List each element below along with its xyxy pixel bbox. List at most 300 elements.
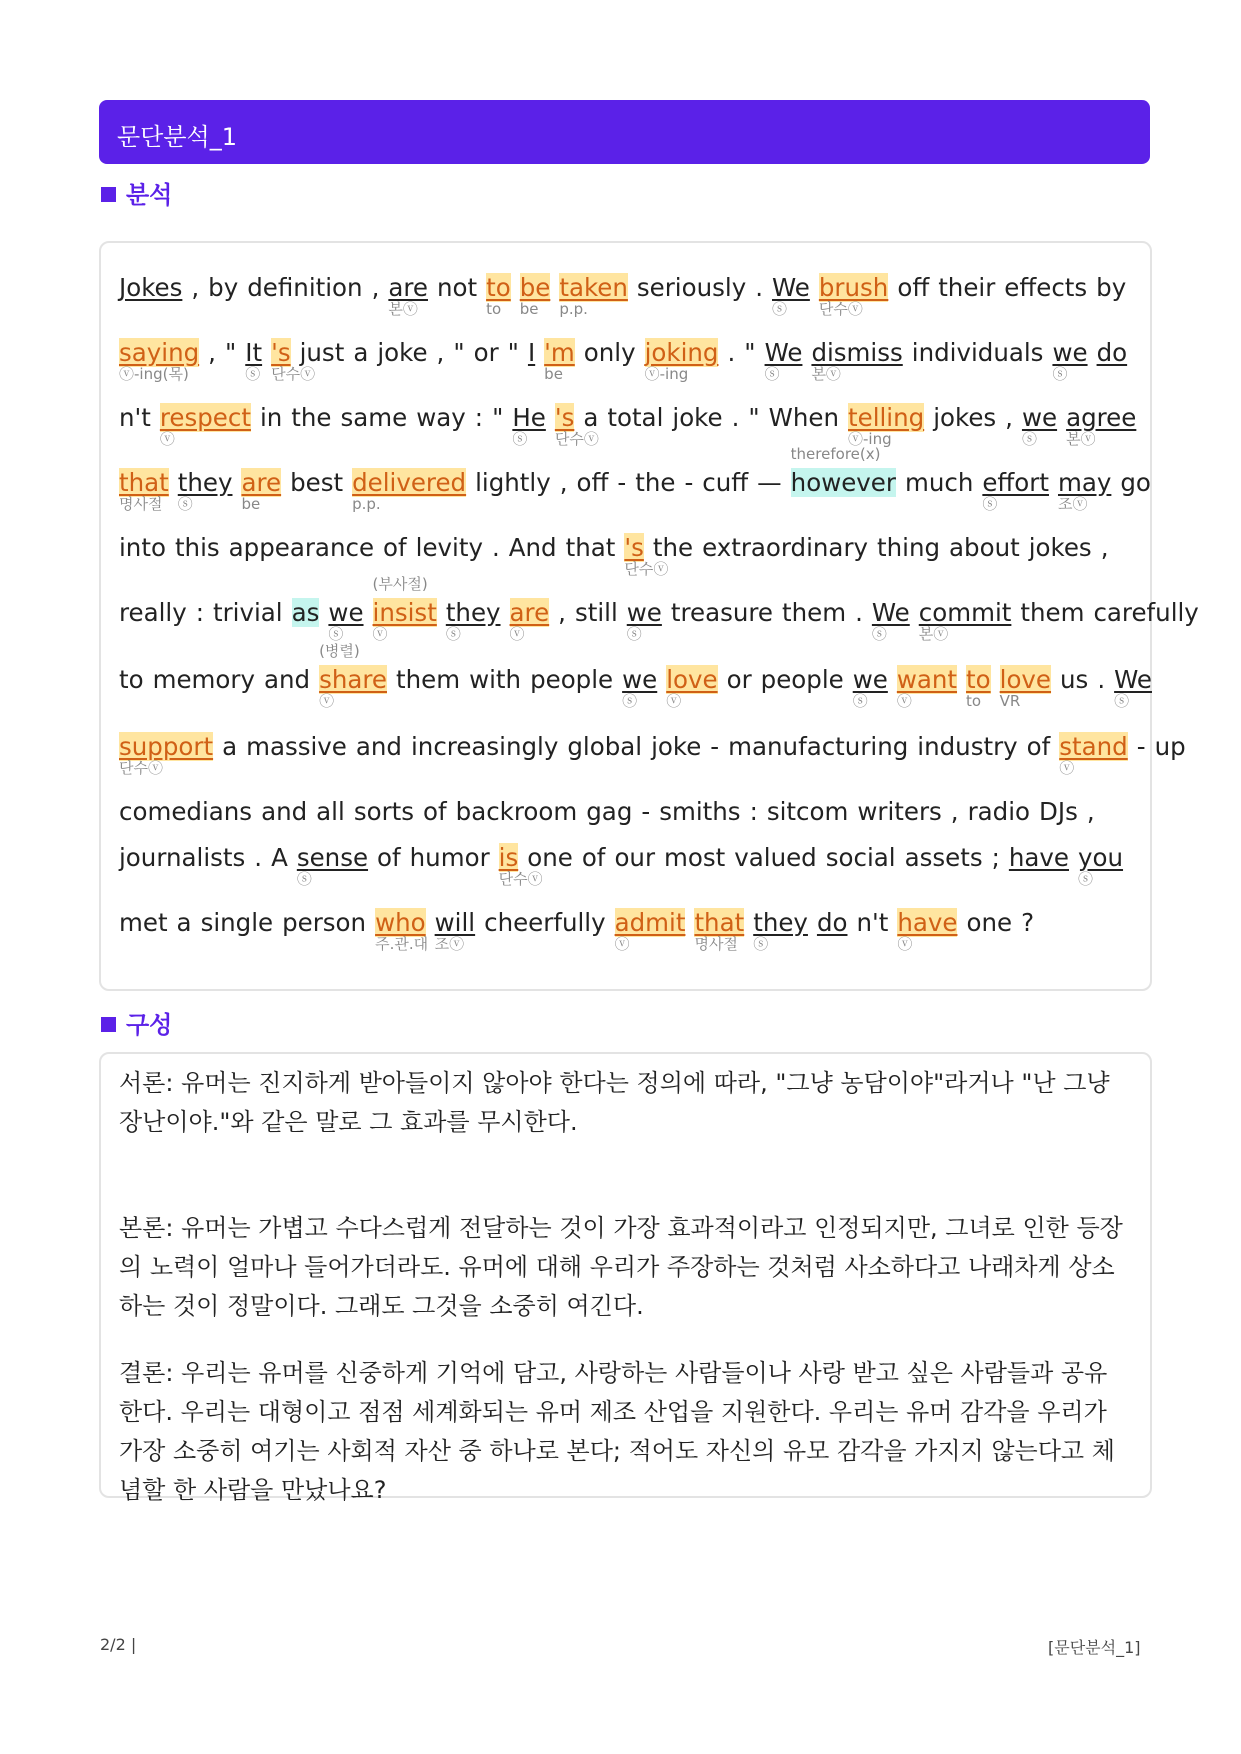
- word-text: into: [119, 533, 166, 562]
- word-text: :: [474, 403, 484, 432]
- analysis-word: [177, 468, 233, 513]
- structure-conclusion: 결론: 우리는 유머를 신중하게 기억에 담고, 사랑하는 사람들이나 사랑 받고 싶은 사람들과 공유한다. 우리는 대형이고 점점 세계화되는 유머 제조 산업을 지원한다. 우리는 유머 감각을 우리가 가장 소중히 여기는 사회적 자산 중 하나로 본다; 적어도 자신의 유모 감각을 가지지 않는다고 체념할 한 사람을 만났나요?: [119, 1359, 1115, 1504]
- analysis-word: [474, 338, 499, 368]
- analysis-word: [622, 665, 658, 710]
- square-bullet-icon: [101, 1017, 116, 1032]
- word-text: ,: [1005, 403, 1013, 432]
- page-number: 2/2 |: [100, 1635, 137, 1654]
- analysis-word: [498, 843, 543, 888]
- grammar-label: ⓢ: [1078, 870, 1094, 888]
- analysis-word: [1093, 598, 1198, 628]
- analysis-word: [352, 468, 467, 513]
- word-text: delivered: [352, 468, 467, 497]
- analysis-word: [246, 732, 347, 762]
- word-text: We: [1114, 665, 1152, 694]
- analysis-word: [968, 797, 1030, 827]
- word-text: we: [622, 665, 658, 694]
- word-text: joke: [651, 732, 702, 761]
- analysis-word: [153, 665, 255, 695]
- word-text: ": [492, 403, 504, 432]
- word-text: ,: [1086, 797, 1095, 826]
- analysis-word: [918, 598, 1012, 643]
- grammar-label: ⓥ: [372, 625, 388, 643]
- word-text: person: [282, 908, 367, 937]
- analysis-word: [445, 598, 501, 643]
- word-text: seriously: [636, 273, 747, 302]
- word-text: go: [1120, 468, 1151, 497]
- word-text: we: [1052, 338, 1088, 367]
- analysis-word: [528, 338, 535, 368]
- analysis-word: [208, 338, 216, 368]
- grammar-label: ⓥ: [897, 935, 913, 953]
- word-text: effects: [1004, 273, 1088, 302]
- word-text: -: [684, 468, 694, 497]
- analysis-word: [694, 908, 745, 953]
- analysis-word: [475, 403, 483, 433]
- analysis-word: [641, 797, 650, 827]
- word-text: ,: [558, 598, 566, 627]
- word-text: or: [473, 338, 499, 367]
- word-text: as: [291, 598, 320, 627]
- word-text: DJs: [1039, 797, 1078, 826]
- word-text: we: [852, 665, 888, 694]
- analysis-word: [1078, 843, 1124, 888]
- word-text: journalists: [119, 843, 246, 872]
- word-text: their: [938, 273, 996, 302]
- analysis-word: [388, 273, 428, 318]
- analysis-word: [254, 843, 262, 873]
- word-text: levity: [415, 533, 483, 562]
- word-text: joking: [644, 338, 719, 367]
- analysis-word: [475, 468, 551, 498]
- word-text: up: [1154, 732, 1186, 761]
- word-text: be: [519, 273, 551, 302]
- analysis-word: [264, 665, 310, 695]
- analysis-word: [852, 665, 888, 710]
- analysis-word: [229, 533, 374, 563]
- analysis-word: [912, 338, 1044, 368]
- analysis-word: [938, 273, 995, 303]
- word-text: really: [119, 598, 187, 627]
- word-text: joke: [377, 338, 428, 367]
- word-text: ,: [191, 273, 200, 302]
- analysis-word: [772, 273, 810, 318]
- word-text: industry: [917, 732, 1018, 761]
- word-text: and: [263, 665, 311, 694]
- structure-heading-label: 구성: [126, 1011, 173, 1039]
- word-text: increasingly: [410, 732, 559, 761]
- word-text: support: [119, 732, 214, 761]
- analysis-word: [702, 468, 748, 498]
- word-text: they: [445, 598, 501, 627]
- analysis-word: [1009, 843, 1069, 873]
- analysis-line: [119, 273, 1135, 318]
- word-text: agree: [1066, 403, 1137, 432]
- analysis-word: [213, 598, 283, 628]
- word-text: have: [897, 908, 958, 937]
- grammar-label: be: [241, 495, 261, 513]
- analysis-word: [1021, 403, 1058, 448]
- word-text: share: [319, 665, 387, 694]
- grammar-label: ⓢ: [626, 625, 642, 643]
- word-text: brush: [818, 273, 889, 302]
- word-text: still: [574, 598, 618, 627]
- grammar-label: ⓥ: [509, 625, 525, 643]
- grammar-label: p.p.: [352, 495, 381, 513]
- analysis-word: [508, 338, 519, 368]
- analysis-word: [1020, 598, 1084, 628]
- analysis-word: [750, 797, 758, 827]
- word-text: telling: [848, 403, 925, 432]
- analysis-word: [375, 908, 429, 953]
- word-text: who: [375, 908, 426, 937]
- word-text: ,: [436, 338, 445, 367]
- word-text: you: [1078, 843, 1124, 872]
- word-text: one: [966, 908, 1013, 937]
- word-text: of: [581, 843, 606, 872]
- analysis-word: [456, 797, 578, 827]
- word-text: love: [666, 665, 718, 694]
- word-text: sorts: [353, 797, 415, 826]
- grammar-label: ⓢ: [245, 365, 261, 383]
- analysis-word: [848, 403, 925, 448]
- word-text: We: [764, 338, 803, 367]
- grammar-label: ⓥ: [159, 430, 175, 448]
- analysis-word: [666, 665, 718, 710]
- word-text: in: [259, 403, 283, 432]
- analysis-word: [282, 908, 366, 938]
- word-text: ": [453, 338, 465, 367]
- word-text: sitcom: [766, 797, 849, 826]
- analysis-word: [1029, 533, 1092, 563]
- grammar-label: to: [486, 300, 502, 318]
- footer-label: [문단분석_1]: [1048, 1638, 1141, 1657]
- analysis-word: [416, 533, 483, 563]
- word-text: ": [507, 338, 519, 367]
- word-text: insist: [372, 598, 437, 627]
- analysis-word: [857, 797, 941, 827]
- word-text: .: [491, 533, 500, 562]
- analysis-word: [999, 665, 1052, 710]
- word-text: stand: [1059, 732, 1128, 761]
- word-text: .: [254, 843, 263, 872]
- word-text: of: [383, 533, 407, 562]
- analysis-word: [296, 843, 369, 888]
- analysis-word: [1039, 797, 1078, 827]
- word-text: cheerfully: [484, 908, 606, 937]
- analysis-word: [811, 338, 903, 383]
- word-text: ,: [950, 797, 959, 826]
- word-text: of: [1026, 732, 1051, 761]
- word-text: extraordinary: [702, 533, 869, 562]
- word-text: met: [119, 908, 168, 937]
- word-text: ,: [208, 338, 216, 367]
- section-banner: [99, 100, 1150, 164]
- word-text: appearance: [228, 533, 375, 562]
- word-text: not: [436, 273, 478, 302]
- analysis-word: [966, 665, 991, 710]
- banner-title: 문단분석_1: [117, 123, 238, 151]
- word-text: valued: [734, 843, 817, 872]
- grammar-note: therefore(x): [790, 445, 881, 463]
- analysis-word: [1114, 665, 1152, 710]
- word-text: :: [195, 598, 204, 627]
- structure-body: 본론: 유머는 가볍고 수다스럽게 전달하는 것이 가장 효과적이라고 인정되지만, 그녀로 인한 등장의 노력이 얼마나 들어가더라도. 유머에 대해 우리가 주장하는 것처럼 사소하다고 나래차게 상소하는 것이 정말이다. 그래도 그것을 소중히 여긴다.: [119, 1214, 1123, 1320]
- word-text: Jokes: [119, 273, 183, 302]
- word-text: will: [434, 908, 476, 937]
- grammar-label: ⓢ: [753, 935, 769, 953]
- word-text: manufacturing: [728, 732, 909, 761]
- analysis-word: [728, 732, 908, 762]
- grammar-label: ⓥ: [614, 935, 630, 953]
- grammar-label: ⓢ: [1052, 365, 1068, 383]
- analysis-word: [260, 403, 282, 433]
- grammar-label: 단수ⓥ: [554, 430, 599, 448]
- word-text: backroom: [455, 797, 578, 826]
- analysis-word: [732, 403, 740, 433]
- analysis-word: [519, 273, 551, 318]
- word-text: .: [855, 598, 863, 627]
- analysis-word: [671, 598, 773, 628]
- analysis-word: [1097, 665, 1105, 695]
- word-text: off: [897, 273, 930, 302]
- word-text: trivial: [213, 598, 283, 627]
- analysis-word: [527, 843, 573, 873]
- analysis-box: [99, 241, 1199, 991]
- word-text: have: [1008, 843, 1069, 872]
- analysis-word: [247, 273, 362, 303]
- word-text: humor: [409, 843, 490, 872]
- grammar-label: 명사절: [119, 495, 163, 513]
- analysis-heading: [101, 175, 172, 210]
- analysis-word: [710, 732, 719, 762]
- grammar-note: (부사절): [372, 575, 428, 593]
- grammar-label: 본ⓥ: [811, 365, 841, 383]
- word-text: gag: [586, 797, 633, 826]
- analysis-word: [897, 908, 958, 953]
- analysis-word: [396, 665, 460, 695]
- word-text: social: [825, 843, 896, 872]
- grammar-label: ⓢ: [445, 625, 461, 643]
- word-text: radio: [967, 797, 1031, 826]
- word-text: —: [757, 468, 782, 497]
- analysis-word: [614, 908, 686, 953]
- analysis-word: [560, 468, 568, 498]
- word-text: a: [353, 338, 369, 367]
- word-text: 's: [271, 338, 291, 367]
- analysis-word: [119, 533, 166, 563]
- word-text: ,: [559, 468, 568, 497]
- analysis-word: [530, 665, 613, 695]
- analysis-word: [637, 273, 746, 303]
- analysis-word: [567, 732, 642, 762]
- analysis-word: [271, 843, 288, 873]
- analysis-word: [509, 598, 550, 643]
- grammar-label: 조ⓥ: [1057, 495, 1088, 513]
- word-text: love: [999, 665, 1052, 694]
- word-text: jokes: [933, 403, 997, 432]
- word-text: of: [377, 843, 401, 872]
- analysis-word: [1057, 468, 1112, 513]
- analysis-word: [241, 468, 282, 513]
- grammar-label: VR: [999, 692, 1021, 710]
- grammar-label: 단수ⓥ: [624, 560, 669, 578]
- word-text: ;: [991, 843, 1000, 872]
- word-text: just: [299, 338, 345, 367]
- analysis-word: [453, 338, 464, 368]
- word-text: about: [949, 533, 1020, 562]
- analysis-word: [411, 732, 558, 762]
- word-text: by: [208, 273, 239, 302]
- word-text: them: [396, 665, 461, 694]
- analysis-word: [905, 468, 973, 498]
- word-text: -: [1136, 732, 1146, 761]
- analysis-word: [584, 338, 636, 368]
- structure-heading: [101, 1005, 172, 1040]
- grammar-label: ⓥ: [896, 692, 912, 710]
- analysis-word: [119, 797, 252, 827]
- grammar-note: (병렬): [319, 642, 360, 660]
- analysis-word: [1052, 338, 1088, 383]
- word-text: n't: [119, 403, 151, 432]
- analysis-word: [734, 843, 816, 873]
- analysis-word: [761, 665, 844, 695]
- analysis-word: [1066, 403, 1137, 448]
- word-text: they: [177, 468, 233, 497]
- word-text: commit: [918, 598, 1012, 627]
- word-text: a: [583, 403, 599, 432]
- analysis-word: [377, 338, 427, 368]
- analysis-word: [119, 908, 168, 938]
- analysis-word: [1027, 732, 1051, 762]
- word-text: we: [1021, 403, 1058, 432]
- analysis-word: [782, 598, 846, 628]
- analysis-word: [566, 533, 616, 563]
- analysis-word: [617, 468, 626, 498]
- analysis-word: [119, 665, 144, 695]
- analysis-heading-label: 분석: [126, 181, 173, 209]
- analysis-word: [817, 908, 848, 938]
- word-text: off: [576, 468, 609, 497]
- analysis-word: [877, 533, 940, 563]
- word-text: one: [527, 843, 573, 872]
- analysis-word: [1155, 732, 1186, 762]
- analysis-word: [871, 598, 910, 643]
- word-text: do: [816, 908, 848, 937]
- grammar-label: ⓢ: [328, 625, 344, 643]
- analysis-word: [702, 533, 868, 563]
- analysis-word: [635, 468, 675, 498]
- word-text: to: [119, 665, 144, 694]
- word-text: thing: [877, 533, 941, 562]
- grammar-label: ⓢ: [1021, 430, 1037, 448]
- word-text: people: [760, 665, 844, 694]
- grammar-label: ⓢ: [622, 692, 638, 710]
- analysis-word: [434, 908, 476, 953]
- analysis-word: [753, 908, 808, 953]
- word-text: -: [710, 732, 720, 761]
- analysis-word: [416, 403, 466, 433]
- analysis-word: [509, 533, 557, 563]
- grammar-label: ⓢ: [512, 430, 528, 448]
- analysis-word: [607, 403, 663, 433]
- word-text: them: [1020, 598, 1085, 627]
- word-text: n't: [856, 908, 889, 937]
- grammar-label: ⓢ: [772, 300, 788, 318]
- word-text: single: [200, 908, 274, 937]
- analysis-word: [492, 403, 503, 433]
- word-text: memory: [152, 665, 255, 694]
- word-text: a: [222, 732, 238, 761]
- word-text: individuals: [911, 338, 1044, 367]
- word-text: cuff: [702, 468, 749, 497]
- word-text: that: [565, 533, 616, 562]
- analysis-word: [1087, 797, 1095, 827]
- word-text: carefully: [1093, 598, 1199, 627]
- analysis-word: [372, 273, 380, 303]
- analysis-line: [119, 338, 1136, 383]
- word-text: 's: [554, 403, 575, 432]
- analysis-word: [225, 338, 236, 368]
- analysis-word: [614, 843, 655, 873]
- analysis-word: [764, 338, 803, 383]
- analysis-word: [486, 273, 511, 318]
- word-text: ,: [1100, 533, 1109, 562]
- analysis-word: [208, 273, 238, 303]
- analysis-word: [855, 598, 863, 628]
- grammar-label: 본ⓥ: [388, 300, 418, 318]
- word-text: -: [641, 797, 651, 826]
- grammar-label: ⓢ: [1114, 692, 1130, 710]
- analysis-word: [1097, 338, 1128, 368]
- analysis-word: [769, 403, 839, 433]
- analysis-word: [300, 338, 345, 368]
- analysis-word: [933, 403, 996, 433]
- word-text: We: [871, 598, 910, 627]
- word-text: of: [423, 797, 447, 826]
- analysis-word: [1004, 273, 1087, 303]
- word-text: A: [271, 843, 288, 872]
- word-text: do: [1096, 338, 1128, 367]
- structure-box: [99, 1052, 1152, 1504]
- analysis-word: [341, 403, 408, 433]
- word-text: however: [790, 468, 896, 497]
- analysis-word: [119, 468, 169, 513]
- grammar-label: 단수ⓥ: [818, 300, 863, 318]
- word-text: jokes: [1028, 533, 1092, 562]
- structure-intro: 서론: 유머는 진지하게 받아들이지 않아야 한다는 정의에 따라, "그냥 농담이야"라거나 "난 그냥 장난이야."와 같은 말로 그 효과를 무시한다.: [119, 1069, 1110, 1136]
- analysis-word: [119, 732, 214, 777]
- analysis-word: [755, 273, 763, 303]
- word-text: global: [567, 732, 643, 761]
- analysis-word: [159, 403, 251, 448]
- analysis-word: [982, 468, 1049, 513]
- word-text: best: [290, 468, 344, 497]
- grammar-label: ⓥ-ing(목): [119, 365, 189, 383]
- word-text: that: [694, 908, 745, 937]
- analysis-word: [727, 665, 752, 695]
- analysis-line: [119, 843, 1132, 888]
- analysis-word: [826, 843, 896, 873]
- word-text: We: [772, 273, 810, 302]
- word-text: by: [1096, 273, 1127, 302]
- analysis-word: [245, 338, 263, 383]
- analysis-word: [354, 797, 414, 827]
- word-text: people: [530, 665, 614, 694]
- analysis-word: [1101, 533, 1109, 563]
- word-text: the: [291, 403, 332, 432]
- word-text: way: [416, 403, 466, 432]
